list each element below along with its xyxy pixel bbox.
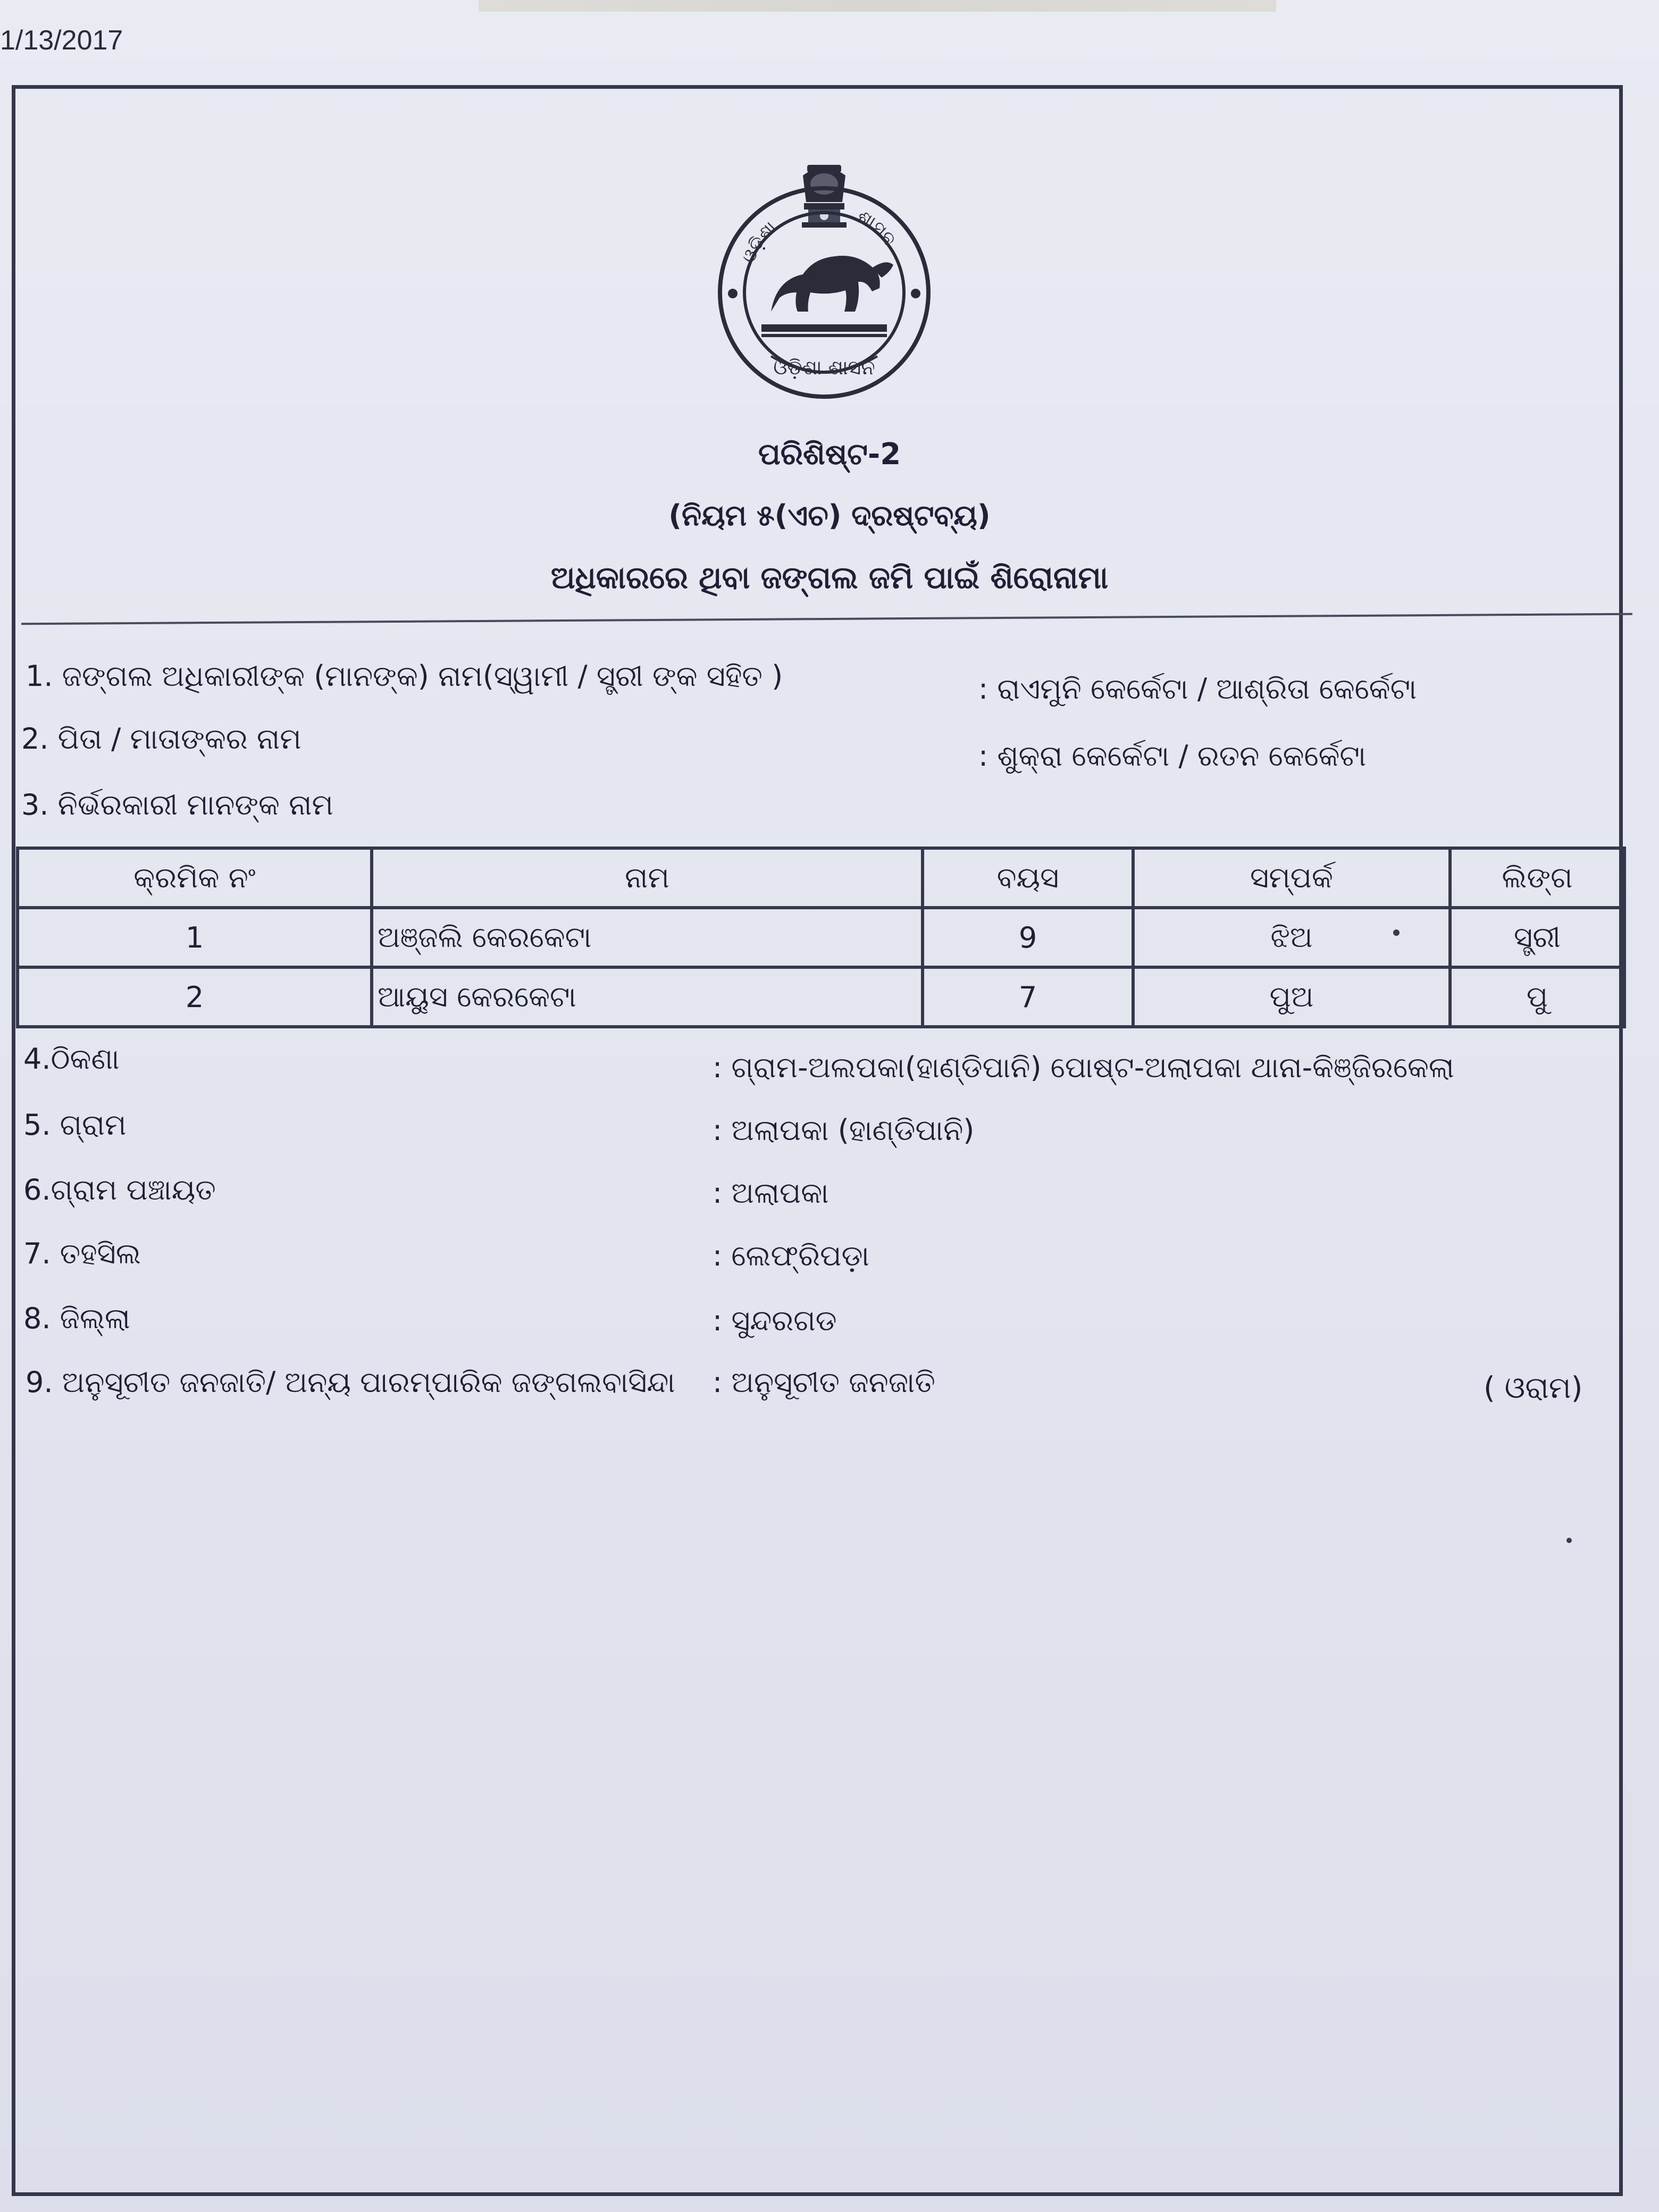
emblem-caption: ଓଡ଼ିଶା ଶାସନ (773, 356, 875, 379)
print-date: 1/13/2017 (0, 25, 123, 56)
document-title: ଅଧିକାରରେ ଥିବା ଜଙ୍ଗଲ ଜମି ପାଇଁ ଶିରୋନାମା (550, 559, 1109, 596)
field-value-village: : ଅଲାପକା (ହାଣ୍ଡିପାନି) (713, 1113, 975, 1147)
table-cell: 7 (923, 967, 1133, 1027)
field-value-community: : ଅନୁସୂଚୀତ ଜନଜାତି (713, 1365, 935, 1399)
column-header: ସମ୍ପର୍କ (1133, 848, 1450, 908)
table-cell: 9 (923, 908, 1133, 967)
print-speck (1566, 1538, 1572, 1543)
table-cell: ଅଞ୍ଜଲି କେରକେଟା (372, 908, 923, 967)
field-label-gram-panchayat: 6.ଗ୍ରାମ ପଞ୍ଚାୟତ (23, 1173, 216, 1206)
column-header: ନାମ (372, 848, 923, 908)
table-cell: ଝିଅ (1133, 908, 1450, 967)
table-cell: ପୁଅ (1133, 967, 1450, 1027)
field-label-tahasil: 7. ତହସିଲ (23, 1237, 141, 1270)
tribe-name-note: ( ଓରାମ) (1484, 1371, 1583, 1405)
field-label-dependents: 3. ନିର୍ଭରକାରୀ ମାନଙ୍କ ନାମ (21, 788, 333, 822)
rule-reference: (ନିୟମ ୫(ଏଚ) ଦ୍ରଷ୍ଟବ୍ୟ) (668, 499, 991, 532)
column-header: କ୍ରମିକ ନଂ (18, 848, 372, 908)
table-cell: 2 (18, 967, 372, 1027)
table-row (18, 967, 1624, 1027)
background-strip (479, 0, 1276, 12)
annexure-title: ପରିଶିଷ୍ଟ-2 (758, 437, 901, 472)
field-value-address: : ଗ୍ରାମ-ଅଲପକା(ହାଣ୍ଡିପାନି) ପୋଷ୍ଟ-ଅଲାପକା ଥାନା-କିଞ୍ଜିରକେଲା (713, 1051, 1454, 1084)
field-label-address: 4.ଠିକଣା (23, 1042, 120, 1076)
svg-text:ଶାସନ: ଶାସନ (853, 205, 900, 250)
table-row (18, 908, 1624, 967)
field-value-parents: : ଶୁକ୍ରା କେର୍କେଟା / ରତନ କେର୍କେଟା (978, 739, 1367, 773)
svg-text:ଓଡ଼ିଶା: ଓଡ଼ିଶା (738, 217, 781, 266)
field-label-rights-holder: 1. ଜଙ୍ଗଲ ଅଧିକାରୀଙ୍କ (ମାନଙ୍କ) ନାମ(ସ୍ୱାମୀ / ସ୍ତ୍ରୀ ଙ୍କ ସହିତ ) (26, 659, 783, 693)
field-value-gram-panchayat: : ଅଲାପକା (713, 1176, 829, 1210)
column-header: ଲିଙ୍ଗ (1450, 848, 1624, 908)
government-emblem-icon (713, 154, 936, 409)
table-header-row (18, 848, 1624, 908)
table-cell: ସ୍ତ୍ରୀ (1450, 908, 1624, 967)
field-label-village: 5. ଗ୍ରାମ (23, 1108, 127, 1142)
table-cell: 1 (18, 908, 372, 967)
print-speck (1393, 929, 1400, 936)
field-value-rights-holder: : ରାଏମୁନି କେର୍କେଟା / ଆଶ୍ରିତା କେର୍କେଟା (978, 672, 1417, 706)
field-label-community: 9. ଅନୁସୂଚୀତ ଜନଜାତି/ ଅନ୍ୟ ପାରମ୍ପାରିକ ଜଙ୍ଗଲବାସିନ୍ଦା (26, 1365, 675, 1399)
field-label-parents: 2. ପିତା / ମାତାଙ୍କର ନାମ (21, 722, 301, 756)
table-cell: ପୁ (1450, 967, 1624, 1027)
table-cell: ଆୟୁସ କେରକେଟା (372, 967, 923, 1027)
field-value-district: : ସୁନ୍ଦରଗଡ (713, 1304, 837, 1337)
column-header: ବୟସ (923, 848, 1133, 908)
field-value-tahasil: : ଲେଫ୍ରିପଡ଼ା (713, 1239, 869, 1272)
field-label-district: 8. ଜିଲ୍ଲା (23, 1302, 130, 1335)
dependents-table (16, 847, 1626, 1028)
